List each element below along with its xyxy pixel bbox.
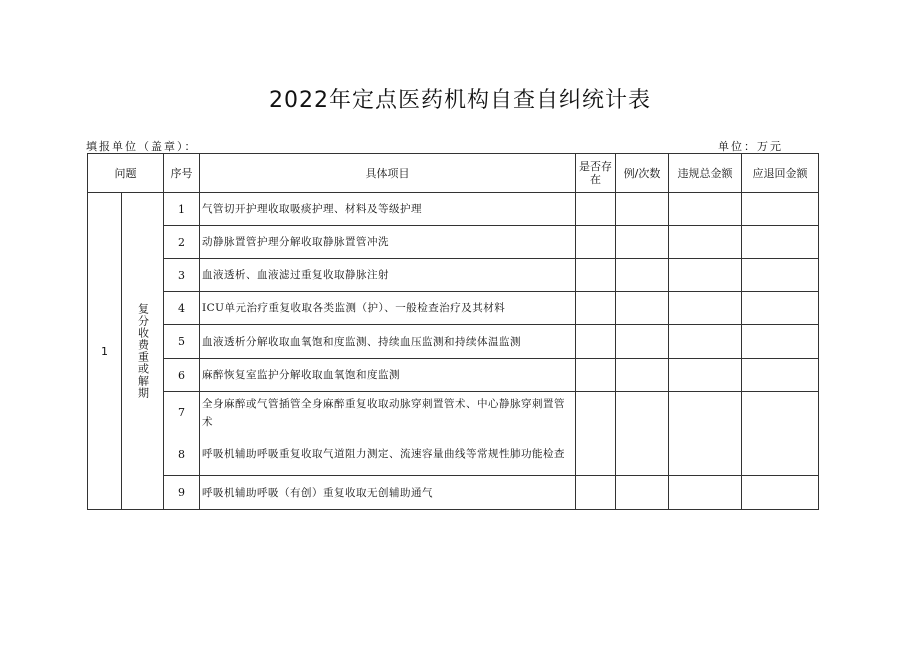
header-row	[88, 154, 819, 193]
count-cell[interactable]	[616, 476, 669, 510]
exists-cell[interactable]	[576, 193, 616, 226]
table-row	[88, 226, 819, 259]
table-row	[88, 476, 819, 510]
row-seq: 4	[164, 292, 200, 325]
exists-cell[interactable]	[576, 226, 616, 259]
table-row	[88, 325, 819, 359]
unit-label: 单位：万元	[718, 140, 783, 153]
header-item: 具体项目	[200, 154, 576, 193]
self-check-table	[87, 153, 819, 510]
table-row	[88, 359, 819, 392]
amount-cell[interactable]	[669, 325, 742, 359]
table-row	[88, 193, 819, 226]
count-cell[interactable]	[616, 259, 669, 292]
count-cell[interactable]	[616, 226, 669, 259]
row-seq: 2	[164, 226, 200, 259]
row-item: ICU单元治疗重复收取各类监测（护）、一般检查治疗及其材料	[200, 292, 576, 325]
row-seq: 7	[164, 392, 200, 434]
group-category-cell	[122, 193, 164, 510]
amount-cell[interactable]	[669, 434, 742, 476]
row-item: 动静脉置管护理分解收取静脉置管冲洗	[200, 226, 576, 259]
table-row	[88, 292, 819, 325]
count-cell[interactable]	[616, 292, 669, 325]
row-seq: 5	[164, 325, 200, 359]
row-item: 血液透析、血液滤过重复收取静脉注射	[200, 259, 576, 292]
count-cell[interactable]	[616, 434, 669, 476]
refund-cell[interactable]	[742, 259, 819, 292]
count-cell[interactable]	[616, 325, 669, 359]
table-row	[88, 259, 819, 292]
header-seq: 序号	[164, 154, 200, 193]
header-count: 例/次数	[616, 154, 669, 193]
table-row	[88, 434, 819, 476]
refund-cell[interactable]	[742, 325, 819, 359]
fill-unit-label: 填报单位（盖章）：	[86, 140, 198, 153]
amount-cell[interactable]	[669, 226, 742, 259]
row-item: 呼吸机辅助呼吸（有创）重复收取无创辅助通气	[200, 476, 576, 510]
exists-cell[interactable]	[576, 292, 616, 325]
count-cell[interactable]	[616, 193, 669, 226]
refund-cell[interactable]	[742, 392, 819, 434]
count-cell[interactable]	[616, 359, 669, 392]
count-cell[interactable]	[616, 392, 669, 434]
row-item: 麻醉恢复室监护分解收取血氧饱和度监测	[200, 359, 576, 392]
refund-cell[interactable]	[742, 434, 819, 476]
exists-cell[interactable]	[576, 476, 616, 510]
header-issue: 问题	[88, 154, 164, 193]
exists-cell[interactable]	[576, 434, 616, 476]
refund-cell[interactable]	[742, 226, 819, 259]
row-seq: 8	[164, 434, 200, 476]
row-seq: 6	[164, 359, 200, 392]
refund-cell[interactable]	[742, 193, 819, 226]
amount-cell[interactable]	[669, 392, 742, 434]
refund-cell[interactable]	[742, 292, 819, 325]
group-category: 复分收费重或解期	[136, 303, 150, 399]
refund-cell[interactable]	[742, 476, 819, 510]
group-number: 1	[88, 193, 122, 510]
amount-cell[interactable]	[669, 259, 742, 292]
header-amount: 违规总金额	[669, 154, 742, 193]
row-item: 全身麻醉或气管插管全身麻醉重复收取动脉穿刺置管术、中心静脉穿刺置管术	[200, 392, 576, 434]
row-item: 呼吸机辅助呼吸重复收取气道阻力测定、流速容量曲线等常规性肺功能检查	[200, 434, 576, 476]
amount-cell[interactable]	[669, 292, 742, 325]
row-seq: 1	[164, 193, 200, 226]
amount-cell[interactable]	[669, 193, 742, 226]
header-exists: 是否存在	[576, 154, 616, 193]
row-seq: 9	[164, 476, 200, 510]
header-refund: 应退回金额	[742, 154, 819, 193]
exists-cell[interactable]	[576, 325, 616, 359]
row-seq: 3	[164, 259, 200, 292]
row-item: 血液透析分解收取血氧饱和度监测、持续血压监测和持续体温监测	[200, 325, 576, 359]
amount-cell[interactable]	[669, 359, 742, 392]
table-row	[88, 392, 819, 434]
row-item: 气管切开护理收取吸痰护理、材料及等级护理	[200, 193, 576, 226]
exists-cell[interactable]	[576, 392, 616, 434]
exists-cell[interactable]	[576, 359, 616, 392]
page-title: 2022年定点医药机构自查自纠统计表	[269, 88, 651, 113]
exists-cell[interactable]	[576, 259, 616, 292]
amount-cell[interactable]	[669, 476, 742, 510]
refund-cell[interactable]	[742, 359, 819, 392]
